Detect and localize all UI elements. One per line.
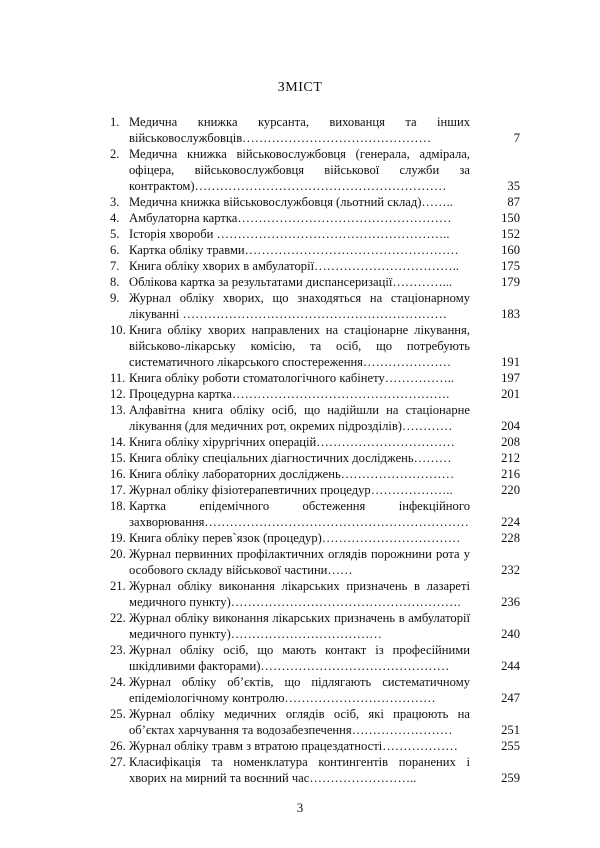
toc-entry <box>110 322 520 370</box>
toc-entry-number: 23. <box>110 643 126 657</box>
toc-entry <box>110 450 520 466</box>
toc-entry-page: 259 <box>501 771 520 785</box>
toc-entry <box>110 402 520 434</box>
toc-entry-number: 16. <box>110 467 126 481</box>
toc-entry <box>110 754 520 786</box>
toc-entry-title: Книга обліку спеціальних діагностичних досліджень……… <box>129 451 452 465</box>
toc-entry-page: 150 <box>501 211 520 225</box>
toc-entry-number: 20. <box>110 547 126 561</box>
toc-entry-page: 87 <box>507 195 520 209</box>
toc-entry-number: 3. <box>110 195 120 209</box>
toc-entry-page: 204 <box>501 419 520 433</box>
toc-entry <box>110 530 520 546</box>
toc-entry <box>110 578 520 610</box>
toc-entry-page: 183 <box>501 307 520 321</box>
toc-entry-number: 7. <box>110 259 120 273</box>
toc-entry-page: 179 <box>501 275 520 289</box>
toc-entry-title: Журнал обліку виконання лікарських призначень в лазареті медичного пункту)………………………………………………. <box>129 579 470 609</box>
toc-entry-number: 25. <box>110 707 126 721</box>
toc-entry-page: 212 <box>501 451 520 465</box>
toc-entry-title: Класифікація та номенклатура контингентів поранених і хворих на мирний та воєнний час…………………….. <box>129 755 470 785</box>
toc-entry-title: Журнал обліку виконання лікарських призначень в амбулаторії медичного пункту)……………………………… <box>129 611 470 641</box>
toc-entry-page: 208 <box>501 435 520 449</box>
table-of-contents <box>110 114 520 786</box>
toc-entry-number: 17. <box>110 483 126 497</box>
toc-entry-page: 224 <box>501 515 520 529</box>
toc-entry-page: 35 <box>507 179 520 193</box>
toc-entry-title: Книга обліку роботи стоматологічного кабінету…………….. <box>129 371 455 385</box>
toc-entry-title: Журнал обліку об’єктів, що підлягають систематичному епідеміологічному контролю……………………………… <box>129 675 470 705</box>
toc-entry-page: 152 <box>501 227 520 241</box>
toc-entry-title: Книга обліку лабораторних досліджень……………………… <box>129 467 455 481</box>
toc-entry-title: Журнал обліку медичних оглядів осіб, які працюють на об’єктах харчування та водозабезпечення…………………… <box>129 707 470 737</box>
toc-entry-page: 236 <box>501 595 520 609</box>
toc-entry-title: Журнал первинних профілактичних оглядів порожнини рота у особового складу військової частини…… <box>129 547 470 577</box>
toc-entry-number: 1. <box>110 115 120 129</box>
toc-entry-title: Книга обліку хірургічних операцій…………………………… <box>129 435 455 449</box>
toc-entry <box>110 242 520 258</box>
toc-entry-page: 201 <box>501 387 520 401</box>
toc-entry <box>110 274 520 290</box>
toc-entry-number: 24. <box>110 675 126 689</box>
toc-entry-page: 240 <box>501 627 520 641</box>
toc-entry-page: 7 <box>513 131 520 145</box>
toc-entry-page: 244 <box>501 659 520 673</box>
toc-entry-number: 9. <box>110 291 120 305</box>
toc-entry-page: 197 <box>501 371 520 385</box>
toc-entry-page: 232 <box>501 563 520 577</box>
toc-entry-number: 19. <box>110 531 126 545</box>
toc-entry <box>110 434 520 450</box>
toc-entry <box>110 370 520 386</box>
toc-entry-number: 14. <box>110 435 126 449</box>
toc-entry <box>110 546 520 578</box>
toc-entry-page: 251 <box>501 723 520 737</box>
toc-entry <box>110 466 520 482</box>
toc-entry-title: Картка обліку травми…………………………………………… <box>129 243 459 257</box>
toc-entry-title: Книга обліку хворих в амбулаторії…………………………….. <box>129 259 459 273</box>
toc-entry-title: Медична книжка військовослужбовця (генерала, адмірала, офіцера, військовослужбовця військової служби за контрактом)…………………………………………………… <box>129 147 470 193</box>
toc-entry-title: Облікова картка за результатами диспансеризації…………... <box>129 275 453 289</box>
toc-entry <box>110 146 520 194</box>
toc-entry <box>110 482 520 498</box>
toc-entry-page: 216 <box>501 467 520 481</box>
toc-entry <box>110 706 520 738</box>
toc-entry <box>110 610 520 642</box>
toc-entry-number: 10. <box>110 323 126 337</box>
toc-entry-number: 18. <box>110 499 126 513</box>
toc-entry-title: Книга обліку хворих направлених на стаціонарне лікування, військово-лікарську комісію, та осіб, що потребують систематичного лікарського спостереження………………… <box>129 323 470 369</box>
toc-entry <box>110 498 520 530</box>
toc-entry-number: 27. <box>110 755 126 769</box>
toc-entry-number: 6. <box>110 243 120 257</box>
toc-entry-number: 11. <box>110 371 126 385</box>
toc-entry-title: Журнал обліку травм з втратою працездатності……………… <box>129 739 458 753</box>
toc-entry-page: 160 <box>501 243 520 257</box>
toc-entry <box>110 642 520 674</box>
toc-entry <box>110 258 520 274</box>
toc-entry-title: Алфавітна книга обліку осіб, що надійшли на стаціонарне лікування (для медичних рот, окремих підрозділів)………… <box>129 403 470 433</box>
toc-entry-number: 8. <box>110 275 120 289</box>
toc-entry-title: Медична книжка військовослужбовця (льотний склад)…….. <box>129 195 453 209</box>
toc-entry <box>110 114 520 146</box>
toc-entry-page: 228 <box>501 531 520 545</box>
toc-entry-number: 22. <box>110 611 126 625</box>
toc-entry-title: Журнал обліку фізіотерапевтичних процедур……………….. <box>129 483 453 497</box>
toc-entry-number: 12. <box>110 387 126 401</box>
page-number: 3 <box>296 800 304 815</box>
page-title: ЗМІСТ <box>277 80 323 95</box>
toc-entry-number: 26. <box>110 739 126 753</box>
toc-entry <box>110 386 520 402</box>
toc-entry-title: Історія хвороби ……………………………………………….. <box>129 227 450 241</box>
toc-entry <box>110 674 520 706</box>
toc-entry <box>110 738 520 754</box>
toc-entry-page: 175 <box>501 259 520 273</box>
toc-entry-title: Книга обліку перев`язок (процедур)…………………………… <box>129 531 461 545</box>
toc-entry-title: Картка епідемічного обстеження інфекційного захворювання……………………………………………………… <box>129 499 470 529</box>
toc-entry <box>110 290 520 322</box>
toc-entry-title: Медична книжка курсанта, вихованця та інших військовослужбовців……………………………………… <box>129 115 470 145</box>
toc-entry-number: 15. <box>110 451 126 465</box>
toc-entry-page: 255 <box>501 739 520 753</box>
toc-entry-title: Амбулаторна картка…………………………………………… <box>129 211 452 225</box>
toc-entry <box>110 194 520 210</box>
toc-entry-title: Журнал обліку осіб, що мають контакт із професійними шкідливими факторами)……………………………………… <box>129 643 470 673</box>
toc-entry-number: 13. <box>110 403 126 417</box>
toc-entry-title: Журнал обліку хворих, що знаходяться на стаціонарному лікуванні ……………………………………………………… <box>129 291 470 321</box>
toc-entry-page: 220 <box>501 483 520 497</box>
toc-entry-page: 247 <box>501 691 520 705</box>
toc-entry-number: 4. <box>110 211 120 225</box>
toc-entry-number: 21. <box>110 579 126 593</box>
toc-entry-number: 2. <box>110 147 120 161</box>
toc-entry-title: Процедурна картка……………………………………………. <box>129 387 450 401</box>
toc-entry-number: 5. <box>110 227 120 241</box>
toc-entry <box>110 210 520 226</box>
toc-entry-page: 191 <box>501 355 520 369</box>
toc-entry <box>110 226 520 242</box>
